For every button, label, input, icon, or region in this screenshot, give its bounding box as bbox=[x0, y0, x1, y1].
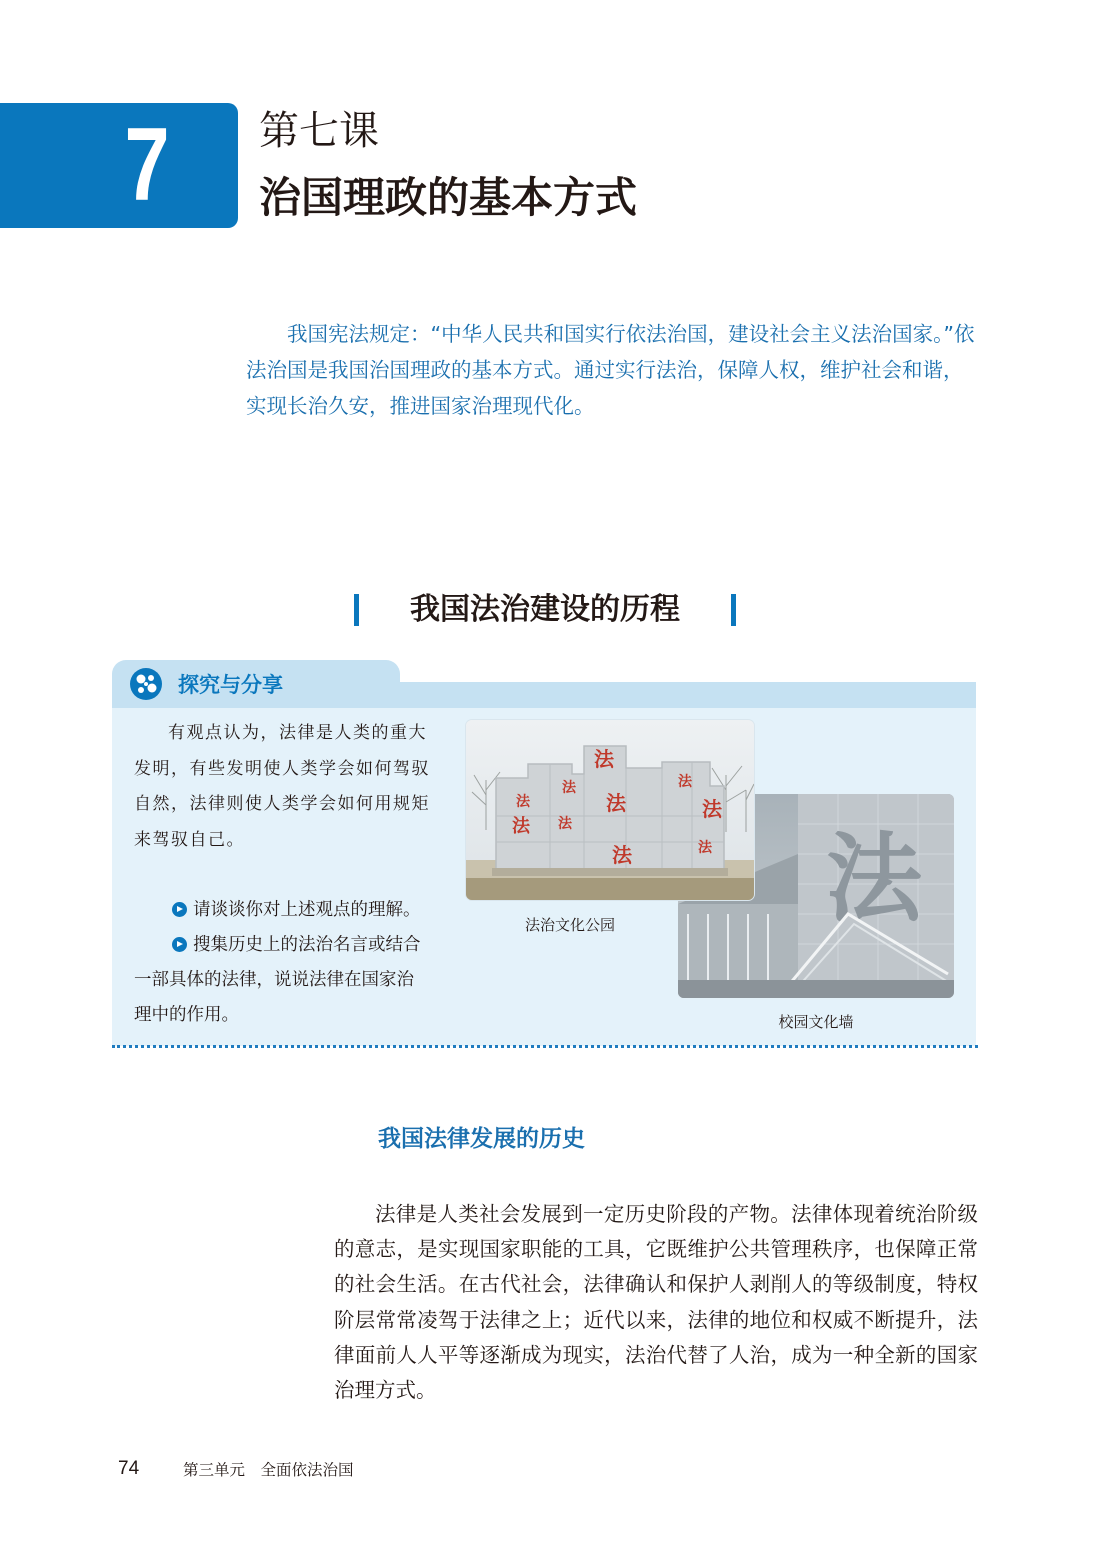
svg-text:法: 法 bbox=[826, 822, 922, 935]
explore-question: 搜集历史上的法治名言或结合一部具体的法律，说说法律在国家治理中的作用。 bbox=[134, 935, 421, 1025]
intro-paragraph: 我国宪法规定：“中华人民共和国实行依法治国，建设社会主义法治国家。”依法治国是我国治国理政的基本方式。通过实行法治，保障人权，维护社会和谐，实现长治久安，推进国家治理现代化。 bbox=[246, 322, 975, 418]
svg-text:法: 法 bbox=[562, 780, 576, 796]
body-paragraph: 法律是人类社会发展到一定历史阶段的产物。法律体现着统治阶级的意志，是实现国家职能的工具，它既维护公共管理秩序，也保障正常的社会生活。在古代社会，法律确认和保护人剥削人的等级制度，特权阶层常常凌驾于法律之上；近代以来，法律的地位和权威不断提升，法律面前人人平等逐渐成为现实，法治代替了人治，成为一种全新的国家治理方式。 bbox=[334, 1202, 978, 1403]
photo-caption-park: 法治文化公园 bbox=[524, 916, 615, 934]
section-heading bbox=[354, 586, 736, 634]
explore-bottom-divider bbox=[112, 1045, 978, 1048]
explore-question-list bbox=[134, 893, 430, 1033]
svg-text:法: 法 bbox=[678, 774, 692, 790]
explore-icon bbox=[129, 667, 163, 701]
svg-text:法: 法 bbox=[594, 747, 614, 771]
explore-question: 请谈谈你对上述观点的理解。 bbox=[134, 893, 430, 928]
section-bar-right bbox=[731, 594, 736, 626]
photo-caption-campus: 校园文化墙 bbox=[778, 1013, 854, 1031]
page-number: 74 bbox=[118, 1458, 140, 1479]
footer-unit-title: 第三单元 全面依法治国 bbox=[183, 1461, 354, 1479]
svg-text:法: 法 bbox=[516, 794, 530, 810]
chapter-number: 7 bbox=[124, 107, 170, 223]
law-culture-park-photo bbox=[466, 720, 754, 900]
lesson-label: 第七课 bbox=[259, 108, 379, 154]
law-park-image bbox=[466, 720, 754, 900]
svg-text:法: 法 bbox=[512, 816, 530, 837]
explore-title: 探究与分享 bbox=[178, 673, 283, 697]
svg-text:法: 法 bbox=[558, 816, 572, 832]
svg-text:法: 法 bbox=[698, 840, 712, 856]
arrow-bullet-icon bbox=[172, 937, 187, 952]
arrow-bullet-icon bbox=[172, 902, 187, 917]
lesson-title: 治国理政的基本方式 bbox=[259, 173, 638, 222]
explore-quote: 有观点认为，法律是人类的重大发明，有些发明使人类学会如何驾驭自然，法律则使人类学会如何用规矩来驾驭自己。 bbox=[134, 723, 430, 850]
subsection-title: 我国法律发展的历史 bbox=[378, 1125, 585, 1152]
section-title: 我国法治建设的历程 bbox=[410, 592, 680, 627]
svg-text:法: 法 bbox=[606, 791, 626, 815]
svg-text:法: 法 bbox=[612, 843, 632, 867]
svg-text:法: 法 bbox=[702, 797, 722, 821]
